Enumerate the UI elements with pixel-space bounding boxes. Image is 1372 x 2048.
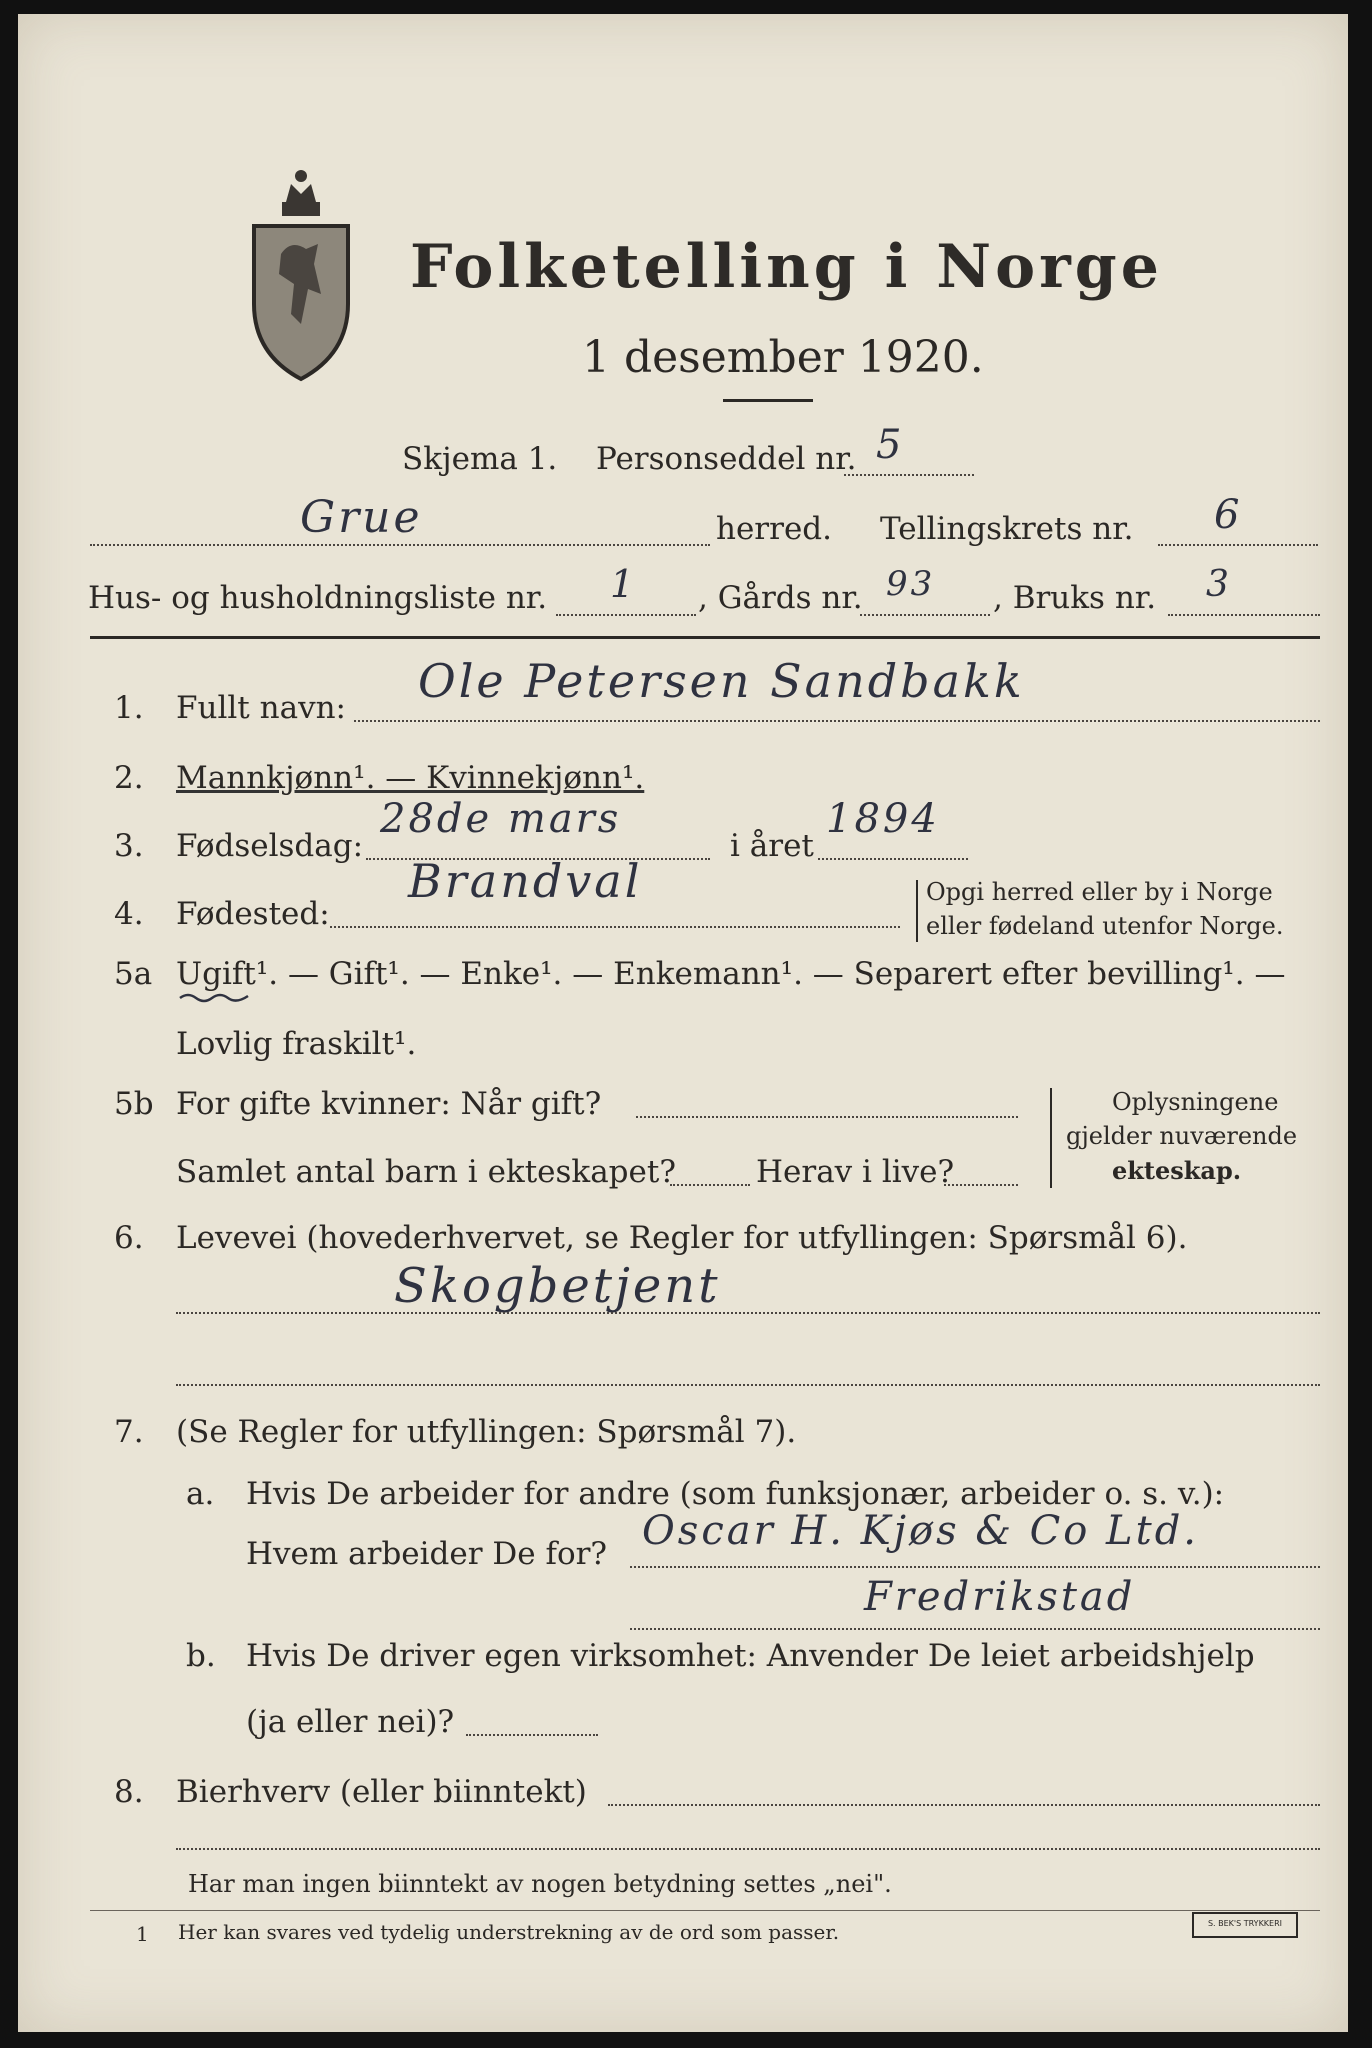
q4-number: 4. xyxy=(114,896,144,932)
q2-number: 2. xyxy=(114,760,144,796)
q4-note-line2: eller fødeland utenfor Norge. xyxy=(926,912,1284,940)
personseddel-field-line xyxy=(844,474,974,476)
footer-note: Har man ingen biinntekt av nogen betydning settes „nei". xyxy=(188,1870,892,1898)
footnote-mark: 1 xyxy=(136,1922,149,1946)
q1-label: Fullt navn: xyxy=(176,690,346,726)
q5b-alive-field-line xyxy=(944,1184,1018,1186)
q3-year-value[interactable]: 1894 xyxy=(826,796,940,842)
bruks-field-line xyxy=(1168,614,1320,616)
printer-stamp xyxy=(1192,1912,1298,1938)
footer-rule xyxy=(90,1910,1320,1911)
skjema-label: Skjema 1. xyxy=(402,441,558,477)
q7a-employer-field-line xyxy=(630,1566,1320,1568)
q7a-employer-value[interactable]: Oscar H. Kjøs & Co Ltd. xyxy=(642,1508,1200,1554)
tellingskrets-value[interactable]: 6 xyxy=(1214,492,1243,538)
q6-label: Levevei (hovederhvervet, se Regler for utfyllingen: Spørsmål 6). xyxy=(176,1220,1188,1256)
q5a-number: 5a xyxy=(114,956,153,992)
q5a-options-line2[interactable]: Lovlig fraskilt¹. xyxy=(176,1026,417,1062)
q8-field-line xyxy=(608,1804,1320,1806)
q5b-married-field-line xyxy=(636,1116,1018,1118)
herred-value[interactable]: Grue xyxy=(300,492,423,543)
norway-coat-of-arms-icon xyxy=(246,164,356,384)
q7a-employer-field-line2 xyxy=(630,1628,1320,1630)
title-divider xyxy=(723,399,813,402)
q3-number: 3. xyxy=(114,828,144,864)
q7a-employer-label: Hvem arbeider De for? xyxy=(246,1536,608,1572)
q6-occupation-value[interactable]: Skogbetjent xyxy=(394,1258,721,1314)
q5b-line1: For gifte kvinner: Når gift? xyxy=(176,1086,602,1122)
q7a-letter: a. xyxy=(186,1476,215,1512)
q1-name-value[interactable]: Ole Petersen Sandbakk xyxy=(418,654,1025,708)
q1-field-line xyxy=(354,720,1320,722)
q5b-note-line2: gjelder nuværende xyxy=(1066,1122,1298,1150)
q6-field-line1 xyxy=(176,1312,1320,1314)
q7a-line1: Hvis De arbeider for andre (som funksjonær, arbeider o. s. v.): xyxy=(246,1476,1225,1512)
census-date: 1 desember 1920. xyxy=(582,332,984,383)
q4-note-bracket xyxy=(916,880,918,942)
bruks-value[interactable]: 3 xyxy=(1206,564,1232,605)
q4-label: Fødested: xyxy=(176,896,330,932)
gards-label: , Gårds nr. xyxy=(698,580,863,616)
q7b-field-line xyxy=(466,1734,598,1736)
q7b-letter: b. xyxy=(186,1638,216,1674)
q5b-children-label: Samlet antal barn i ekteskapet? xyxy=(176,1154,676,1190)
q7-label: (Se Regler for utfyllingen: Spørsmål 7). xyxy=(176,1414,797,1450)
q3-year-label: i året xyxy=(730,828,814,864)
q5b-alive-label: Herav i live? xyxy=(756,1154,955,1190)
q3-label: Fødselsdag: xyxy=(176,828,364,864)
q5b-children-field-line xyxy=(670,1184,750,1186)
q1-number: 1. xyxy=(114,690,144,726)
census-form-page xyxy=(18,14,1348,2032)
q5a-options[interactable]: Ugift¹. — Gift¹. — Enke¹. — Enkemann¹. — Separert efter bevilling¹. — xyxy=(176,956,1286,992)
q7-number: 7. xyxy=(114,1414,144,1450)
q7b-line2: (ja eller nei)? xyxy=(246,1704,455,1740)
hus-label: Hus- og husholdningsliste nr. xyxy=(88,580,548,616)
footnote-text: Her kan svares ved tydelig understrekning av de ord som passer. xyxy=(178,1920,840,1944)
q5b-note-bracket xyxy=(1050,1088,1052,1188)
personseddel-value[interactable]: 5 xyxy=(876,422,905,468)
hus-value[interactable]: 1 xyxy=(610,562,638,606)
q7b-line1: Hvis De driver egen virksomhet: Anvender De leiet arbeidshjelp xyxy=(246,1638,1255,1674)
q2-label[interactable]: Mannkjønn¹. — Kvinnekjønn¹. xyxy=(176,760,645,796)
hus-field-line xyxy=(556,614,696,616)
bruks-label: , Bruks nr. xyxy=(993,580,1157,616)
herred-field-line xyxy=(90,544,710,546)
form-title: Folketelling i Norge xyxy=(410,232,1163,302)
q4-field-line xyxy=(330,926,900,928)
q4-birthplace-value[interactable]: Brandval xyxy=(408,854,643,908)
gards-field-line xyxy=(860,614,990,616)
ugift-underline-mark xyxy=(178,990,250,1004)
tellingskrets-field-line xyxy=(1158,544,1318,546)
q8-number: 8. xyxy=(114,1774,144,1810)
q6-field-line2 xyxy=(176,1384,1320,1386)
header-rule xyxy=(90,636,1320,639)
q7a-employer-city-value[interactable]: Fredrikstad xyxy=(864,1574,1136,1620)
q4-note-line1: Opgi herred eller by i Norge xyxy=(926,878,1273,906)
q3-year-field-line xyxy=(818,858,968,860)
q5b-note-line3: ekteskap. xyxy=(1112,1156,1242,1185)
q8-label: Bierhverv (eller biinntekt) xyxy=(176,1774,587,1810)
tellingskrets-label: Tellingskrets nr. xyxy=(880,511,1134,547)
q8-field-line2 xyxy=(176,1848,1320,1850)
q5b-note-line1: Oplysningene xyxy=(1112,1088,1279,1116)
personseddel-label: Personseddel nr. xyxy=(596,441,857,477)
q5b-number: 5b xyxy=(114,1086,154,1122)
q3-date-value[interactable]: 28de mars xyxy=(380,796,622,842)
gards-value[interactable]: 93 xyxy=(886,564,936,604)
q6-number: 6. xyxy=(114,1220,144,1256)
printer-stamp-text: S. BEK'S TRYKKERI xyxy=(1207,1919,1283,1928)
herred-label: herred. xyxy=(716,511,832,547)
